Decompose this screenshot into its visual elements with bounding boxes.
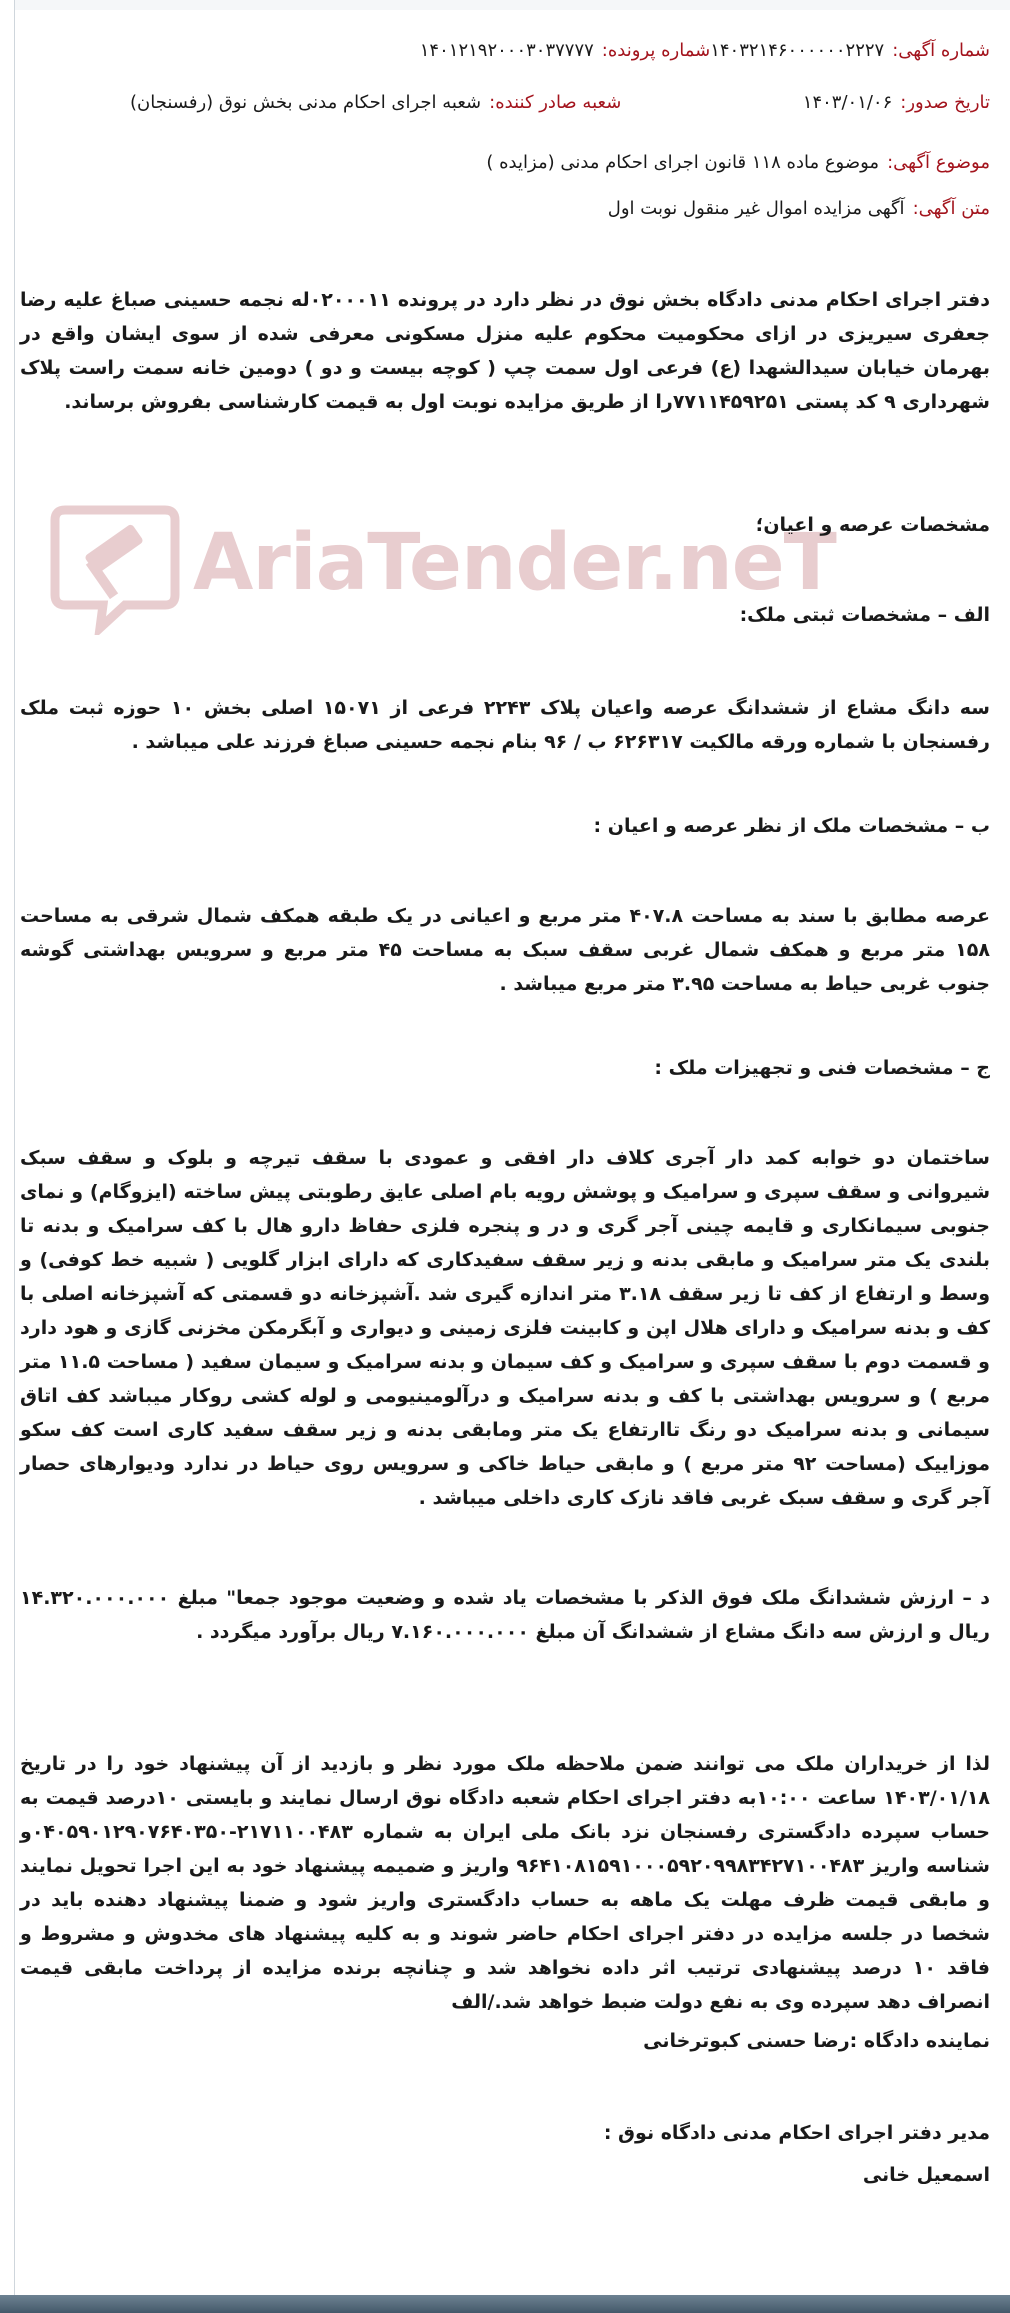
subject-label: موضوع آگهی:	[887, 152, 990, 173]
bottom-bar	[0, 2295, 1010, 2313]
case-number-value: ۱۴۰۱۲۱۹۲۰۰۰۳۰۳۷۷۷۷	[419, 40, 594, 61]
ad-number-label: شماره آگهی:	[892, 40, 990, 61]
be-heading: ب – مشخصات ملک از نظر عرصه و اعیان :	[593, 815, 990, 837]
branch-label: شعبه صادر کننده:	[489, 92, 622, 113]
meta-row-2	[30, 92, 990, 113]
branch-value: شعبه اجرای احکام مدنی بخش نوق (رفسنجان)	[130, 92, 482, 113]
issue-date-label: تاریخ صدور:	[900, 92, 990, 113]
jim-paragraph: ساختمان دو خوابه کمد دار آجری کلاف دار افقی و عمودی با سقف تیرچه و بلوک و سقف سبک شیروانی و سقف سپری و سرامیک و پوشش رویه بام اصلی عایق رطوبتی پیش ساخته (ایزوگام) و نمای جنوبی سیمانکاری و قایمه چینی آجر گری و در و پنجره فلزی حفاظ دارو هال با کف سرامیک و بدنه تا بلندی یک متر سرامیک و مابقی بدنه و زیر سقف سفیدکاری که دارای ابزار گلویی ( شبیه خط کوفی) و وسط و ارتفاع از کف تا زیر سقف ۳.۱۸ متر اندازه گیری شد .آشپزخانه دو قسمتی که آشپزخانه اصلی با کف و بدنه سرامیک و دارای هلال اپن و کابینت فلزی زمینی و دیواری و آبگرمکن مخزنی گازی و هود دارد و قسمت دوم با سقف سپری و سرامیک و کف سیمان و بدنه سرامیک و سیمان سفید ( مساحت ۱۱.۵ متر مربع ) و سرویس بهداشتی با کف و بدنه سرامیک و درآلومینیومی و لوله کشی روکار میباشد کف اتاق سیمانی و بدنه سرامیک دو رنگ تاارتفاع یک متر ومابقی بدنه و زیر سقف سفید کاری است کف سکو موزاییک (مساحت ۹۲ متر مربع ) و مابقی حیاط خاکی و سرویس روی حیاط در ندارد ودیوارهای حصار آجر گری و سقف سبک غربی فاقد نازک کاری داخلی میباشد .	[20, 1147, 991, 1509]
ad-number-value: ۱۴۰۳۲۱۴۶۰۰۰۰۰۰۲۲۲۷	[710, 40, 885, 61]
top-edge	[14, 0, 1010, 10]
closing-paragraph: لذا از خریداران ملک می توانند ضمن ملاحظه ملک مورد نظر و بازدید از آن پیشنهاد خود را در تاریخ ۱۴۰۳/۰۱/۱۸ ساعت ۱۰:۰۰به دفتر اجرای احکام شعبه دادگاه نوق ارسال نمایند و بایستی ۱۰درصد قیمت به حساب سپرده دادگستری رفسنجان نزد بانک ملی ایران به شماره ۲۱۷۱۱۰۰۴۸۳-۰۴۰۵۹۰۱۲۹۰۷۶۴۰۳۵۰و شناسه واریز ۹۶۴۱۰۸۱۵۹۱۰۰۰۵۹۲۰۹۹۸۳۴۲۷۱۰۰۴۸۳ واریز و ضمیمه پیشنهاد خود به این اجرا تحویل نمایند و مابقی قیمت ظرف مهلت یک ماهه به حساب دادگستری واریز شود و ضمنا پیشنهاد دهنده باید در شخصا در جلسه مزایده در دفتر اجرای احکام حاضر شوند و به کلیه پیشنهاد های مخدوش و مشروط و فاقد ۱۰ درصد پیشنهادی ترتیب اثر داده نخواهد شد و چنانچه برنده مزایده از پرداخت مابقی قیمت انصراف دهد سپرده وی به نفع دولت ضبط خواهد شد./الف	[20, 1753, 991, 2013]
court-representative: نماینده دادگاه :رضا حسنی کبوترخانی	[643, 2030, 990, 2052]
office-manager-name: اسمعیل خانی	[862, 2164, 990, 2186]
gavel-icon	[45, 500, 185, 635]
watermark-brand: AriaTender.neT	[193, 518, 836, 608]
specs-heading: مشخصات عرصه و اعیان؛	[755, 514, 990, 536]
subject-value: موضوع ماده ۱۱۸ قانون اجرای احکام مدنی (مزایده )	[486, 152, 880, 173]
issue-date	[803, 92, 990, 113]
case-number-label: شماره پرونده:	[601, 40, 711, 61]
ad-number	[710, 40, 990, 61]
meta-row-1	[30, 40, 990, 61]
issue-date-value: ۱۴۰۳/۰۱/۰۶	[802, 92, 893, 113]
watermark-logo	[45, 500, 836, 635]
ad-text-title	[608, 198, 990, 219]
ad-text-value: آگهی مزایده اموال غیر منقول نوبت اول	[607, 198, 905, 219]
alef-paragraph: سه دانگ مشاع از ششدانگ عرصه واعیان پلاک ۲۲۴۳ فرعی از ۱۵۰۷۱ اصلی بخش ۱۰ حوزه ثبت ملک رفسنجان با شماره ورقه مالکیت ۶۲۶۳۱۷ ب / ۹۶ بنام نجمه حسینی صباغ فرزند علی میباشد .	[20, 697, 990, 753]
case-number	[420, 40, 710, 61]
subject	[486, 152, 990, 173]
intro-paragraph: دفتر اجرای احکام مدنی دادگاه بخش نوق در نظر دارد در پرونده ۰۲۰۰۰۱۱له نجمه حسینی صباغ علیه رضا جعفری سیریزی در ازای محکومیت محکوم علیه منزل مسکونی معرفی شده از سوی ایشان واقع در بهرمان خیابان سیدالشهدا (ع) فرعی اول سمت چپ ( کوچه بیست و دو ) دومین خانه سمت راست پلاک شهرداری ۹ کد پستی ۷۷۱۱۴۵۹۲۵۱را از طریق مزایده نوبت اول به قیمت کارشناسی بفروش برساند.	[20, 289, 990, 413]
office-manager-title: مدیر دفتر اجرای احکام مدنی دادگاه نوق :	[603, 2122, 990, 2144]
issuing-branch	[130, 92, 621, 113]
alef-heading: الف – مشخصات ثبتی ملک:	[739, 604, 990, 626]
left-rail	[0, 0, 15, 2295]
jim-heading: ج – مشخصات فنی و تجهیزات ملک :	[654, 1057, 990, 1079]
dal-paragraph: د – ارزش ششدانگ ملک فوق الذکر با مشخصات یاد شده و وضعیت موجود جمعا" مبلغ ۱۴.۳۲۰.۰۰۰.۰۰۰ ریال و ارزش سه دانگ مشاع از ششدانگ آن مبلغ ۷.۱۶۰.۰۰۰.۰۰۰ ریال برآورد میگردد .	[20, 1587, 990, 1643]
be-paragraph: عرصه مطابق با سند به مساحت ۴۰۷.۸ متر مربع و اعیانی در یک طبقه همکف شمال شرقی به مساحت ۱۵۸ متر مربع و همکف شمال غربی سقف سبک به مساحت ۴۵ متر مربع و سرویس بهداشتی گوشه جنوب غربی حیاط به مساحت ۳.۹۵ متر مربع میباشد .	[20, 905, 990, 995]
ad-text-label: متن آگهی:	[912, 198, 990, 219]
